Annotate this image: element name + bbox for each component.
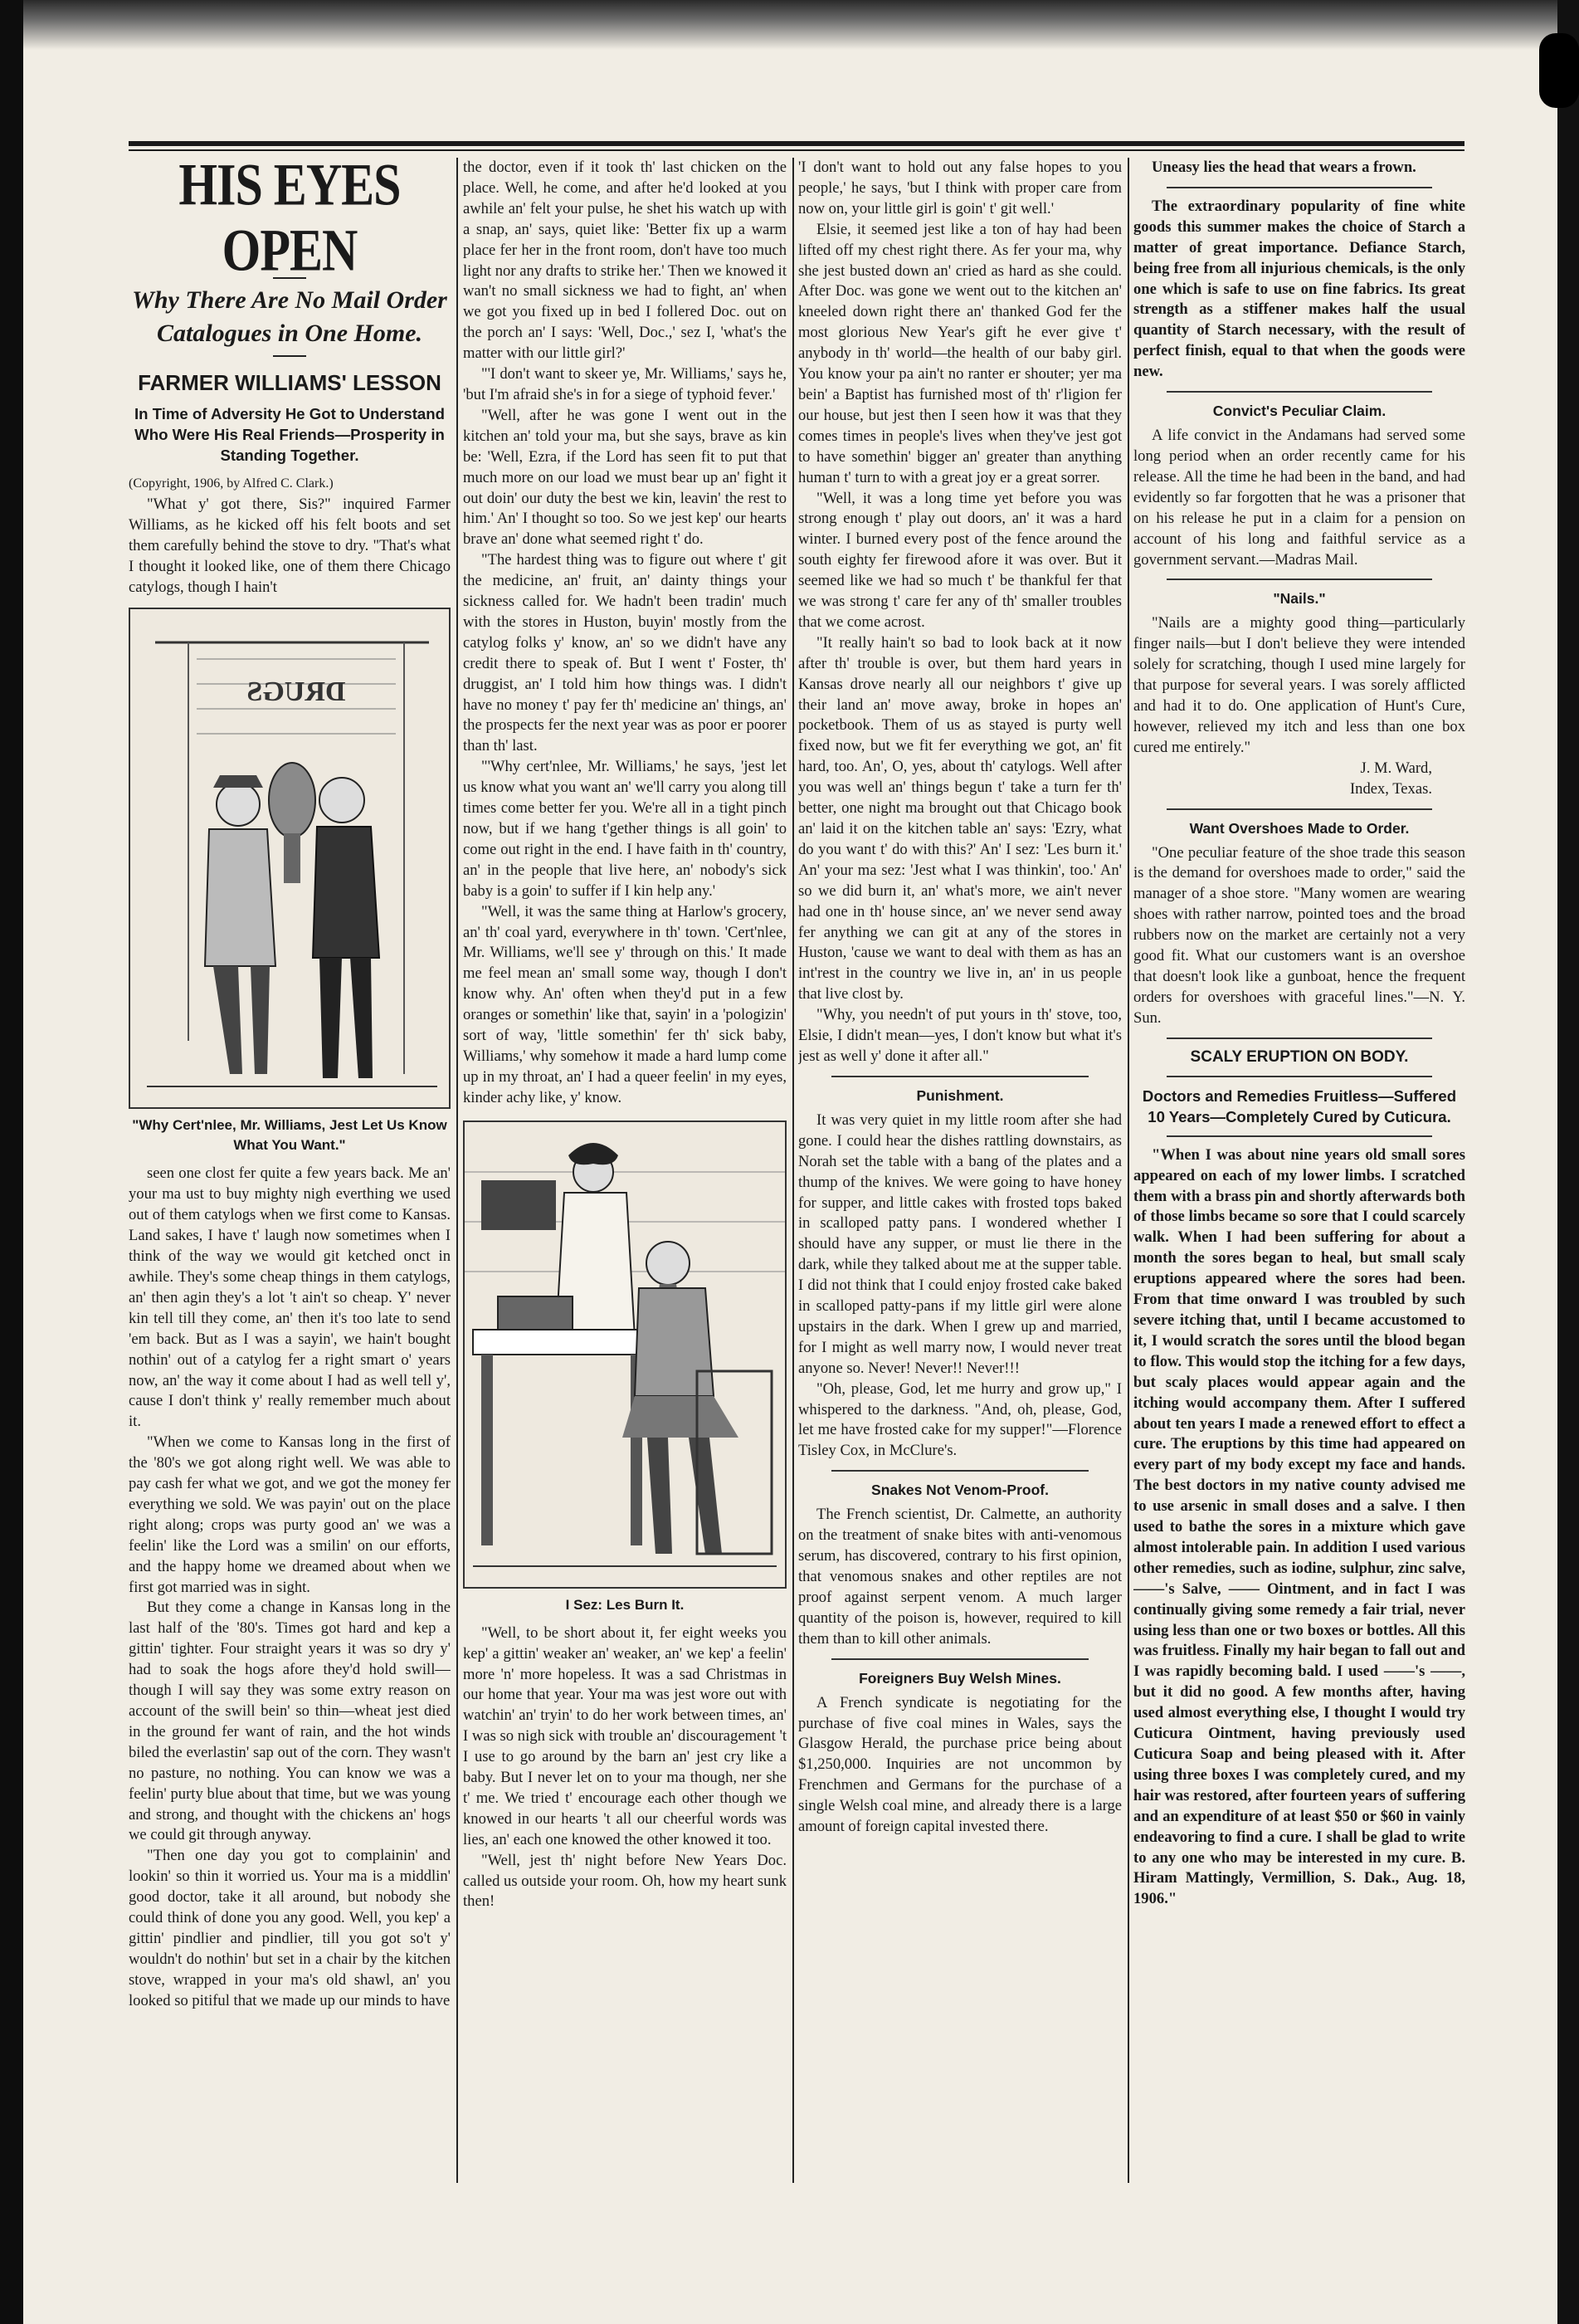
column-4 (1133, 158, 1465, 2191)
article-paragraph: "Then one day you got to complainin' and lookin' so thin it worried us. Your ma is a middlin' good doctor, take it all around, but nobody she could think of done you any good. Well, you kep' a gittin' pindlier and pindlier, till you got so't y' wouldn't do nothin' but set in a chair by the kitchen stove, wrapped in your ma's old shawl, an' you looked so pitiful that we made up our minds to have (129, 1847, 451, 2009)
article-paragraph: "It really hain't so bad to look back at it now after th' trouble is over, but them hard years in Kansas drove nearly all our neighbors t' give up their land an' move away, broke in hopes an' pocketbook. Them of us as stayed is purty well fixed now, but we fit fer everything we got, an' fit hard, too. An', O, yes, about th' catylogs. Well after you was well an' things begun t' take a turn fer th' better, one night ma brought out that Chicago book an' laid it on the kitchen table an' says: 'Ezry, what do you want t' do with this?' An' I sez: 'Les burn it.' An' your ma sez: 'Jest what I was thinkin', too.' An' so we did burn it, an' what's more, we ain't never had one in th' house since, an' we never send away fer anything we can git at any of the stores in Huston, 'cause we want to deal with them as has an int'rest in the country we live in, an' in us people that live clost by. (798, 633, 1122, 1003)
article-divider (1167, 1135, 1432, 1137)
article-paragraph: Elsie, it seemed jest like a ton of hay had been lifted off my chest right there. As fer your ma, why she jest busted down an' cried as hard as she could. After Doc. was gone we went out to the kitchen an' kneeled down right there an' thanked God fer the most glorious New Year's gift he ever give t' anybody in th' world—the health of our baby girl. You know your pa ain't no ranter er shouter; yer ma bein' a Baptist has furnished most of th' r'ligion fer our house, but jest then I seen how it was that they comes times in people's lives when they've jest got to have somethin' bigger an' greater than anything human t' turn to with a great joy er a great sorrer. (798, 220, 1122, 486)
article-paragraph: "Well, after he was gone I went out in the kitchen an' told your ma, but she says, brave as kin be: 'Well, Ezra, if the Lord has seen fit to put that much more on our load we must bear up an' fight it out doin' our duty the best we kin, leavin' the rest to him.' An' I thought so too. So we jest kep' our hearts brave an' done what seemed right t' do. (463, 406, 787, 549)
article-divider (1167, 1076, 1432, 1077)
column-1 (129, 158, 451, 2191)
sign-text: DRUGS (246, 676, 346, 708)
article-divider (1167, 391, 1432, 393)
ink-blot (1539, 33, 1579, 108)
article-paragraph: "Well, it was the same thing at Harlow's grocery, an' th' coal yard, everywhere in th' town. 'Cert'nlee, Mr. Williams, we'll see y' through on this.' It made me feel mean an' small some way, though I don't know why. An' often when they'd put in a few oranges or somethin' like that, sayin' in a 'pologizin' sort of way, 'little somethin' fer th' sick baby, Williams,' why somehow it made a hard lump come up in my throat, an' I had a queer feelin' in my eyes, kinder achy like, y' know. (463, 902, 787, 1106)
section-headline: FARMER WILLIAMS' LESSON (138, 370, 441, 395)
headline: HIS EYES OPEN (178, 158, 401, 284)
article-paragraph: A life convict in the Andamans had served some long period when an order recently came for his release. All the time he had been in the band, and had evidently so far forgotten that he was a prisoner that on his release he put in a claim for a pension on account of his long and faithful service as a government servant.—Madras Mail. (1133, 427, 1465, 569)
illustration-caption: I Sez: Les Burn It. (565, 1596, 685, 1613)
article-paragraph: "When we come to Kansas long in the first of the '80's we got along right well. We was able to pay cash fer what we got, and we got the money fer everything we sold. We was payin' out on the place right along; crops was purty good an' we was a feelin' like the Lord was a smilin' on our efforts, and the happy home we dreamed about when we first got married was in sight. (129, 1433, 451, 1596)
article-paragraph: "'Why cert'nlee, Mr. Williams,' he says, 'jest let us know what you want an' we'll carry you along till times come better fer you. We're all in a tight pinch now, but if we hang t'gether things is all goin' to come out right in the end. I have faith in th' country, an' in the people that live here, an' nobody's sick baby is a goin' to suffer if I kin help any.' (463, 758, 787, 900)
article-paragraph: "Well, jest th' night before New Years Doc. called us outside your room. Oh, how my heart sunk then! (463, 1851, 787, 1911)
article-divider (831, 1470, 1089, 1472)
article-paragraph: "'I don't want to skeer ye, Mr. Williams,' says he, 'but I'm afraid she's in for a siege of typhoid fever.' (463, 365, 787, 403)
page-top-rule-thin (129, 149, 1464, 151)
scaly-deck: Doctors and Remedies Fruitless—Suffered 10 Years—Completely Cured by Cuticura. (1142, 1086, 1457, 1125)
article-divider (1167, 808, 1432, 810)
article-paragraph: But they come a change in Kansas long in the last half of the '80's. Times got hard and kep a gittin' tighter. Four straight years it was so dry y' had to soak the hogs afore they'd hold swill—though I will say they was some extry reason on account of the swill bein' so thin—wheat jest died in the ground fer want of rain, and the hot winds biled the everlastin' sap out of the corn. They wasn't no pasture, no nothing. You can know we was a feelin' purty blue about that time, but we was young and strong, and thought with the chickens an' hogs we could git through anyway. (129, 1599, 451, 1844)
subheadline: Why There Are No Mail Order Catalogues in One Home. (132, 286, 447, 347)
divider (273, 355, 306, 357)
article-paragraph: "One peculiar feature of the shoe trade this season is the demand for overshoes made to order," said the manager of a shoe store. "Many women are wearing shoes with rather narrow, pointed toes and the broad rubbers now on the market are certainly not a very good fit. What our customers want is an overshoe that doesn't look like a gunboat, hence the frequent orders for overshoes with graceful lines."—N. Y. Sun. (1133, 843, 1465, 1027)
drugstore-illustration (129, 608, 451, 1109)
scaly-title: SCALY ERUPTION ON BODY. (1190, 1047, 1409, 1066)
article-paragraph: "When I was about nine years old small sores appeared on each of my lower limbs. I scratched them with a brass pin and shortly afterwards both of those limbs became so sore that I could scarcely walk. When I had been suffering for about a month the sores began to heal, but small scaly eruptions appeared where the sores had been. From that time onward I was troubled by such severe itching that, until I became accustomed to it, I would scratch the sores until the blood began to flow. This would stop the itching for a few days, but scaly places would appear again and the itching would accompany them. After I suffered about ten years I made a renewed effort to effect a cure. The eruptions by this time had appeared on every part of my body except my face and hands. The best doctors in my native county advised me to use arsenic in small doses and a salve. I then used to bathe the sores in a mixture which gave almost intolerable pain. In addition I used various other remedies, such as iodine, sulphur, zinc salve, ——'s Salve, —— Ointment, and in fact I was continually giving some remedy a fair trial, never using less than one or two boxes or bottles. All this was fruitless. Finally my hair began to fall out and I was rapidly becoming bald. I used ——'s ——, but it did no good. A few months after, having used almost everything else, I thought I would try Cuticura Ointment, having previously used Cuticura Soap and being pleased with it. After using three boxes I was completely cured, and my hair was restored, after fourteen years of suffering and an expenditure of at least $50 or $60 in vainly endeavoring to find a cure. I shall be glad to write to any one who may be interested in my cure. B. Hiram Mattingly, Vermillion, S. Dak., Aug. 18, 1906." (1133, 1145, 1465, 1908)
page-top-rule (129, 141, 1464, 146)
kitchen-illustration (463, 1120, 787, 1589)
article-paragraph: "Oh, please, God, let me hurry and grow up," I whispered to the darkness. "And, oh, please, God, let me have frosted cake for my supper!"—Florence Tisley Cox, in McClure's. (798, 1379, 1122, 1460)
illustration-caption: "Why Cert'nlee, Mr. Williams, Jest Let Us Know What You Want." (132, 1117, 447, 1154)
article-divider (831, 1076, 1089, 1077)
scan-left-edge (0, 0, 23, 2324)
copyright-line: (Copyright, 1906, by Alfred C. Clark.) (129, 476, 334, 491)
article-paragraph: "Nails are a mighty good thing—particularly finger nails—but I don't believe they were intended solely for scratching, though I used mine largely for that purpose for several years. I was sorely afflicted and had it to do. One application of Hunt's Cure, however, relieved my itch and less than one box cured me entirely." (1133, 614, 1465, 756)
column-3 (798, 158, 1122, 2191)
article-divider (1167, 1038, 1432, 1039)
article-paragraph: The French scientist, Dr. Calmette, an authority on the treatment of snake bites with anti-venomous serum, has discovered, contrary to his first opinion, that venomous snakes and other reptiles are not proof against serpent venom. A much larger quantity of the poison is, however, required to kill them than to kill other animals. (798, 1506, 1122, 1648)
starch-advertisement: The extraordinary popularity of fine white goods this summer makes the choice of Starch a matter of great importance. Defiance Starch, being free from all injurious chemicals, is the only one which is safe to use on fine fabrics. Its great strength as a stiffener makes half the usual quantity of Starch necessary, with the result of perfect finish, equal to that when the goods were new. (1133, 197, 1465, 381)
column-rule (456, 158, 458, 2183)
filler-line: Uneasy lies the head that wears a frown. (1152, 159, 1416, 176)
overshoes-title: Want Overshoes Made to Order. (1189, 819, 1410, 837)
article-paragraph: "The hardest thing was to figure out where t' git the medicine, an' fruit, an' dainty things your sickness called for. We hadn't been tradin' much with the stores in Huston, buyin' mostly from the catylog folks y' know, an' so we didn't have any credit there to speak of. But I went t' Foster, th' druggist, an' I told him how things was. I didn't have no money t' pay fer th' medicine an' things, an' the prospects fer the next year was as poor er poorer than th' last. (463, 551, 787, 755)
article-divider (831, 1658, 1089, 1660)
column-rule (792, 158, 794, 2183)
article-paragraph: "Well, it was a long time yet before you was strong enough t' play out doors, an' it was a hard winter. I burned every post of the fence around the south eighty fer firewood afore it was over. But it seemed like we had so much t' be thankful fer that we was strong t' care fer any of th' smaller troubles that we come acrost. (798, 489, 1122, 631)
convict-title: Convict's Peculiar Claim. (1212, 403, 1386, 420)
welsh-mines-title: Foreigners Buy Welsh Mines. (859, 1669, 1061, 1687)
article-paragraph: 'I don't want to hold out any false hopes to you people,' he says, 'but I think with proper care from now on, your little girl is goin' t' git well.' (798, 159, 1122, 217)
scan-right-edge (1557, 0, 1579, 2324)
article-divider (1167, 579, 1432, 580)
article-paragraph: "What y' got there, Sis?" inquired Farmer Williams, as he kicked off his felt boots and set them carefully behind the stove to dry. "That's what I thought it looked like, one of them there Chicago catylogs, though I hain't (129, 495, 451, 596)
nails-title: "Nails." (1273, 590, 1326, 608)
scan-top-edge (0, 0, 1579, 50)
article-paragraph: the doctor, even if it took th' last chicken on the place. Well, he come, and after he'd looked at you awhile an' felt your pulse, he shet his watch up with a snap, an' says, quiet like: 'Better fix up a warm place fer her in the front room, don't have too much light nor any drafts to strike her.' Then we knowed it wan't no small sickness we had to fight, an' when we got you fixed up in bed I follered Doc. out on the porch an' I says: 'Well, Doc.,' sez I, 'what's the matter with our little girl?' (463, 159, 787, 363)
punishment-title: Punishment. (916, 1086, 1004, 1104)
article-deck: In Time of Adversity He Got to Understand Who Were His Real Friends—Prosperity in Standing Together. (134, 405, 445, 464)
column-2 (463, 158, 787, 2191)
article-paragraph: It was very quiet in my little room after she had gone. I could hear the dishes rattling downstairs, as Norah set the table with a bang of the plates and a thump of the knives. We were going to have honey for supper, and little cakes with frosted tops baked in scalloped patty pans. I wondered whether I should have any supper, or must lie there in the dark, while they talked about me at the supper table. I did not think that I could enjoy frosted cake baked in scalloped patty-pans if my little girl were alone upstairs in the dark. When I grew up and married, for I might as well marry now, I would never treat anyone so. Never! Never!! Never!!! (798, 1111, 1122, 1377)
article-paragraph: "Why, you needn't of put yours in th' stove, too, Elsie, I didn't mean—yes, I don't know but what it's jest as well y' done it after all." (798, 1006, 1122, 1065)
snakes-title: Snakes Not Venom-Proof. (871, 1482, 1049, 1499)
article-paragraph: "Well, to be short about it, fer eight weeks you kep' a gittin' weaker an' weaker, an' we kep' a feelin' more 'n' more hopeless. It was a sad Christmas in our home that year. Your ma was jest wore out with watchin' an' tryin' to do her work between times, an' I was so nigh sick with trouble an' discouragement 't I use to go around by the barn an' jest cry like a baby. But I never let on to your ma though, ner she t' me. We tried t' encourage each other though we knowed in our hearts 't all our cheerful words was lies, an' each one knowed the other knowed it too. (463, 1623, 787, 1848)
article-divider (1167, 187, 1432, 188)
article-paragraph: A French syndicate is negotiating for the purchase of five coal mines in Wales, says the Glasgow Herald, the purchase price being about $1,250,000. Inquiries are not uncommon by Frenchmen and Germans for the purchase of a single Welsh coal mine, and already there is a large amount of foreign capital invested there. (798, 1693, 1122, 1836)
signature-place: Index, Texas. (1349, 779, 1432, 798)
signature-name: J. M. Ward, (1360, 759, 1432, 777)
article-paragraph: seen one clost fer quite a few years back. Me an' your ma ust to buy mighty nigh everthing we used out of them catylogs when we first come to Kansas. Land sakes, I have t' laugh now sometimes when I think of the way we would git ketched onct in awhile. They's some cheap things in them catylogs, an' then agin they's a lot 't ain't so cheap. Y' never kin tell till they come, an' then it's too late to send 'em back. But as I was a sayin', we hain't bought nothin' out of a catylog fer a right smart o' years now, an' the way it come about I had as well tell y', cause I don't think y' really remember much about it. (129, 1164, 451, 1431)
column-rule (1128, 158, 1129, 2183)
